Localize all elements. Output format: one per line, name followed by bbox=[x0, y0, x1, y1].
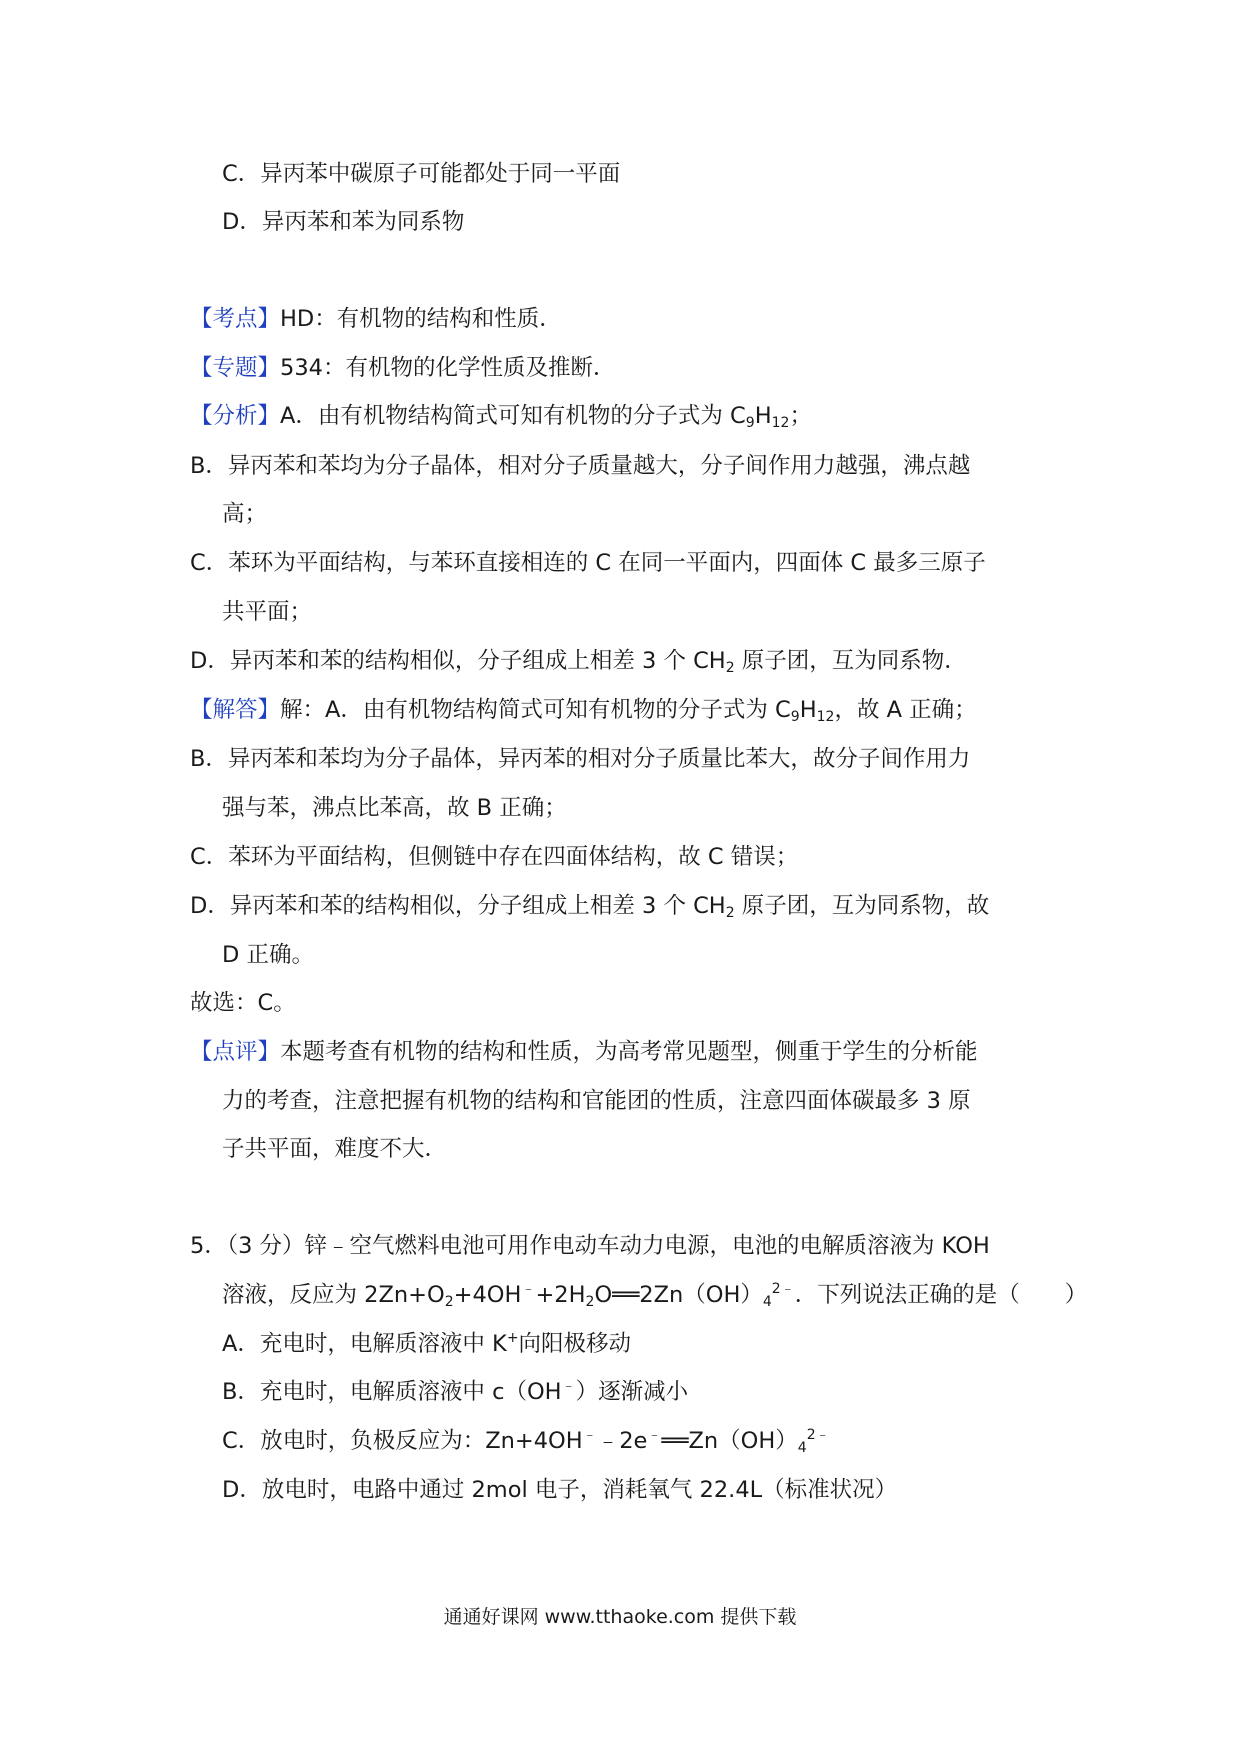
fenxi-line-b2: 高； bbox=[222, 501, 268, 527]
fenxi-line-b1: B．异丙苯和苯均为分子晶体，相对分子质量越大，分子间作用力越强，沸点越 bbox=[190, 453, 971, 479]
q5-option-b: B．充电时，电解质溶液中 c（OH﹣）逐渐减小 bbox=[222, 1378, 689, 1405]
kaodian-tag: 【考点】 bbox=[190, 306, 281, 332]
fenxi-tag: 【分析】 bbox=[190, 403, 281, 429]
dianping-line-2: 力的考查，注意把握有机物的结构和官能团的性质，注意四面体碳最多 3 原 bbox=[222, 1088, 971, 1114]
zhuanti-tag: 【专题】 bbox=[190, 355, 281, 381]
q5-stem-line-2: 溶液，反应为 $2Zn+O_2+4OH^﹣+2H_2O══2Zn(OH)_4^{2﹣}$．下列说法正确的是（ ） bbox=[222, 1281, 1088, 1310]
jieda-line-c: C．苯环为平面结构，但侧链中存在四面体结构，故 C 错误； bbox=[190, 844, 799, 870]
prev-option-d: D．异丙苯和苯为同系物 bbox=[222, 209, 465, 235]
prev-option-c: C．异丙苯中碳原子可能都处于同一平面 bbox=[222, 161, 621, 187]
q5-option-a: A．充电时，电解质溶液中 K+向阳极移动 bbox=[222, 1330, 632, 1357]
dianping-line-3: 子共平面，难度不大． bbox=[222, 1136, 448, 1162]
jieda-line-b1: B．异丙苯和苯均为分子晶体，异丙苯的相对分子质量比苯大，故分子间作用力 bbox=[190, 746, 971, 772]
fenxi-line-c2: 共平面； bbox=[222, 599, 313, 625]
page-footer: 通通好课网 www.tthaoke.com 提供下载 bbox=[443, 1606, 797, 1628]
q5-option-c: C．放电时，负极反应为：$Zn+4OH^﹣﹣2e^﹣══Zn(OH)_4^{2﹣}$ bbox=[222, 1427, 830, 1456]
jieda-line-d1: D．异丙苯和苯的结构相似，分子组成上相差 3 个 $CH_2$ 原子团，互为同系物，故 bbox=[190, 893, 990, 921]
dianping-tag: 【点评】 bbox=[190, 1039, 281, 1065]
q5-option-d: D．放电时，电路中通过 2mol 电子，消耗氧气 22.4L（标准状况） bbox=[222, 1477, 898, 1503]
answer-line: 故选：C。 bbox=[190, 990, 296, 1016]
zhuanti-line: 【专题】534：有机物的化学性质及推断． bbox=[190, 355, 616, 381]
dianping-line-1: 【点评】本题考查有机物的结构和性质，为高考常见题型，侧重于学生的分析能 bbox=[190, 1039, 978, 1065]
jieda-line-a: 【解答】解：A．由有机物结构简式可知有机物的分子式为 $C_9H_{12}$，故 A 正确； bbox=[190, 697, 977, 725]
q5-stem-line-1: 5．（3 分）锌﹣空气燃料电池可用作电动车动力电源，电池的电解质溶液为 KOH bbox=[190, 1233, 990, 1259]
fenxi-line-a: 【分析】A．由有机物结构简式可知有机物的分子式为 $C_9H_{12}$； bbox=[190, 403, 812, 431]
fenxi-line-d: D．异丙苯和苯的结构相似，分子组成上相差 3 个 $CH_2$ 原子团，互为同系物． bbox=[190, 648, 967, 676]
fenxi-line-c1: C．苯环为平面结构，与苯环直接相连的 C 在同一平面内，四面体 C 最多三原子 bbox=[190, 550, 986, 576]
jieda-line-d2: D 正确。 bbox=[222, 942, 314, 968]
jieda-line-b2: 强与苯，沸点比苯高，故 B 正确； bbox=[222, 795, 567, 821]
jieda-tag: 【解答】 bbox=[190, 697, 281, 723]
kaodian-line: 【考点】HD：有机物的结构和性质． bbox=[190, 306, 562, 332]
